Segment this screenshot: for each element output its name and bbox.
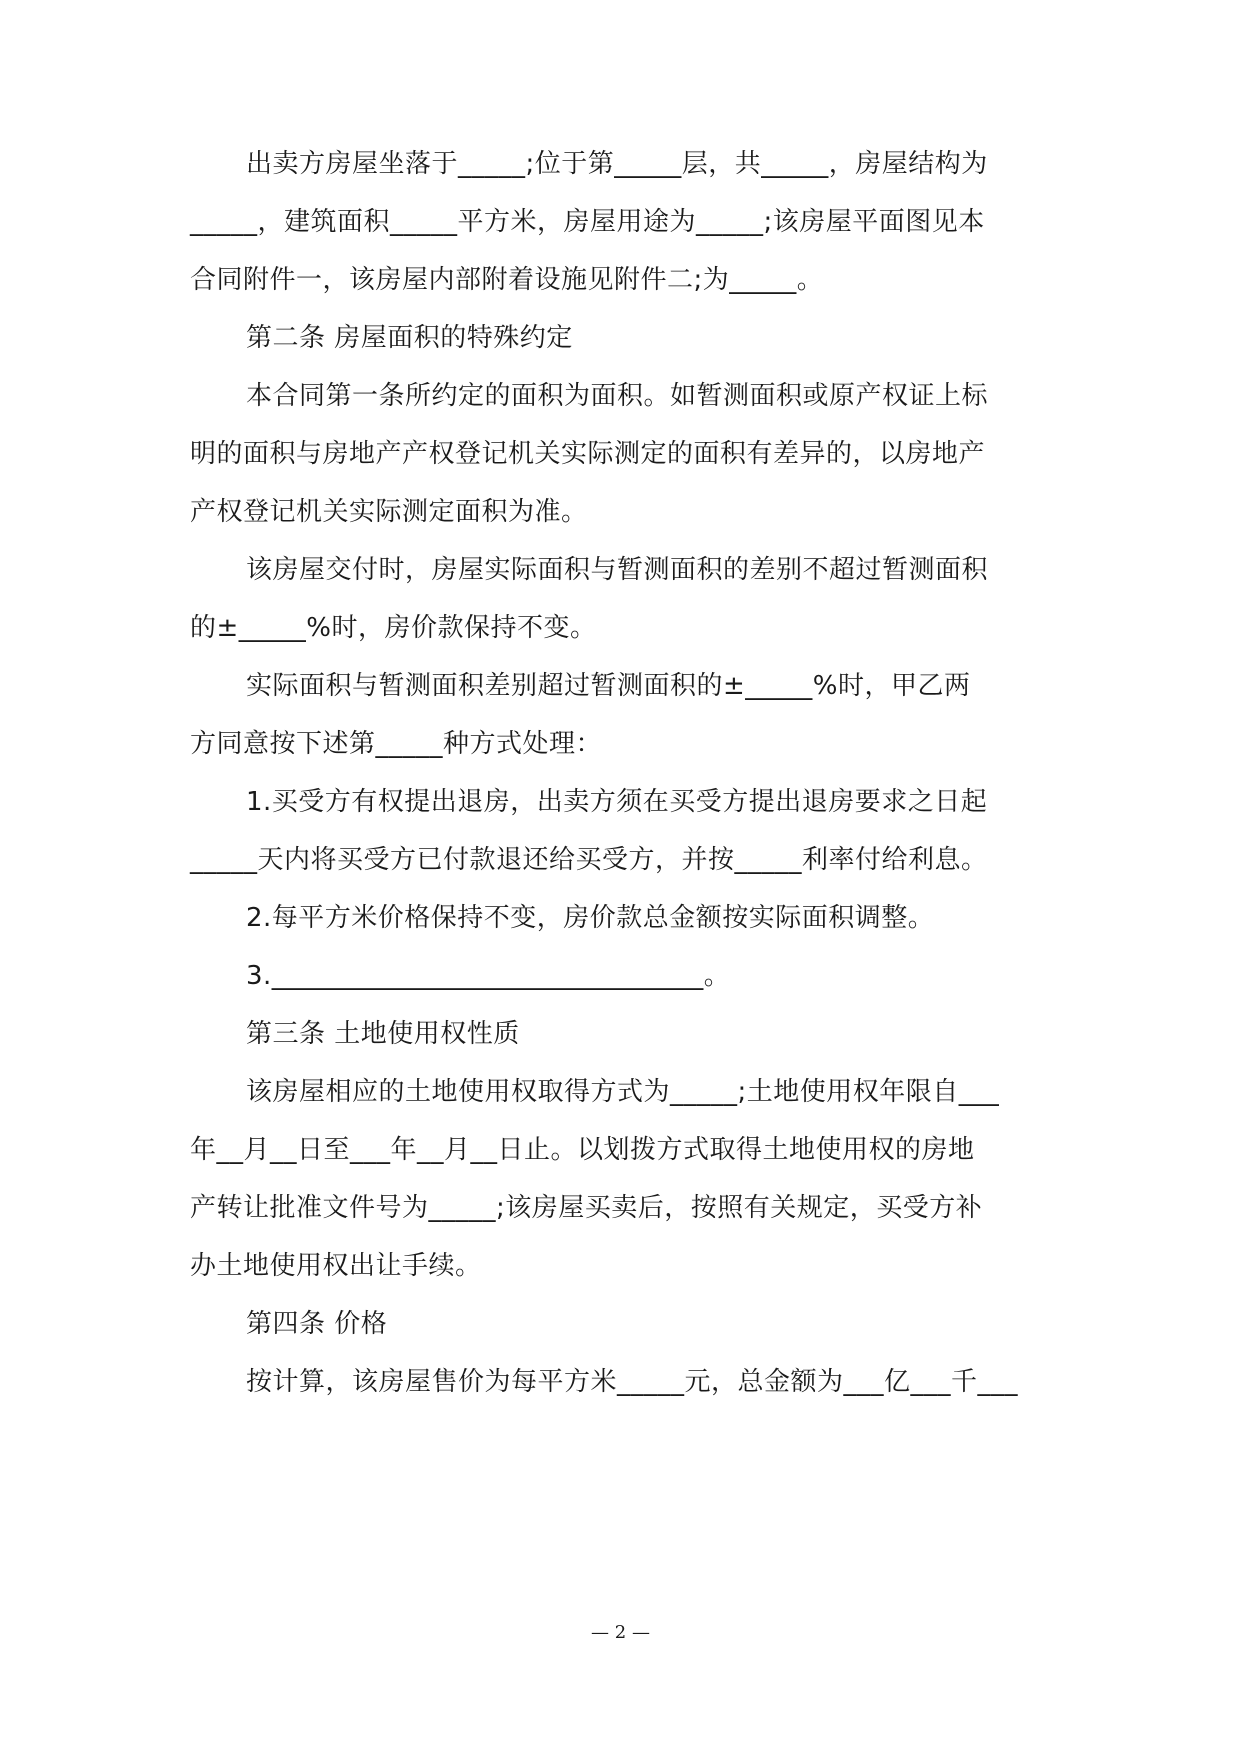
paragraph-line: 的±_____%时，房价款保持不变。 <box>190 613 597 643</box>
section-heading: 第二条 房屋面积的特殊约定 <box>246 323 573 353</box>
paragraph-line: 方同意按下述第_____种方式处理： <box>190 729 603 759</box>
list-item-continuation: _____天内将买受方已付款退还给买受方，并按_____利率付给利息。 <box>190 845 988 875</box>
paragraph-line: 办土地使用权出让手续。 <box>190 1251 482 1281</box>
paragraph-line: 出卖方房屋坐落于_____;位于第_____层，共_____，房屋结构为 <box>246 149 988 179</box>
paragraph-line: 产转让批准文件号为_____;该房屋买卖后，按照有关规定，买受方补 <box>190 1193 983 1223</box>
paragraph-line: 明的面积与房地产产权登记机关实际测定的面积有差异的，以房地产 <box>190 439 986 469</box>
page-number: — 2 — <box>591 1622 650 1643</box>
paragraph-line: 该房屋交付时，房屋实际面积与暂测面积的差别不超过暂测面积 <box>246 555 989 585</box>
paragraph-line: 本合同第一条所约定的面积为面积。如暂测面积或原产权证上标 <box>246 381 989 411</box>
paragraph-line: 该房屋相应的土地使用权取得方式为_____;土地使用权年限自___ <box>246 1077 1000 1107</box>
list-item: 1.买受方有权提出退房，出卖方须在买受方提出退房要求之日起 <box>246 787 988 817</box>
section-heading: 第三条 土地使用权性质 <box>246 1019 520 1049</box>
paragraph-line: _____，建筑面积_____平方米，房屋用途为_____;该房屋平面图见本 <box>190 207 985 237</box>
paragraph-line: 合同附件一，该房屋内部附着设施见附件二;为_____。 <box>190 265 824 295</box>
section-heading: 第四条 价格 <box>246 1309 388 1339</box>
paragraph-line: 实际面积与暂测面积差别超过暂测面积的±_____%时，甲乙两 <box>246 671 971 701</box>
paragraph-line: 按计算，该房屋售价为每平方米_____元，总金额为___亿___千___ <box>246 1367 1019 1397</box>
list-item: 3.________________________________。 <box>246 961 731 991</box>
paragraph-line: 产权登记机关实际测定面积为准。 <box>190 497 588 527</box>
list-item: 2.每平方米价格保持不变，房价款总金额按实际面积调整。 <box>246 903 935 933</box>
paragraph-line: 年__月__日至___年__月__日止。以划拨方式取得土地使用权的房地 <box>190 1135 975 1165</box>
